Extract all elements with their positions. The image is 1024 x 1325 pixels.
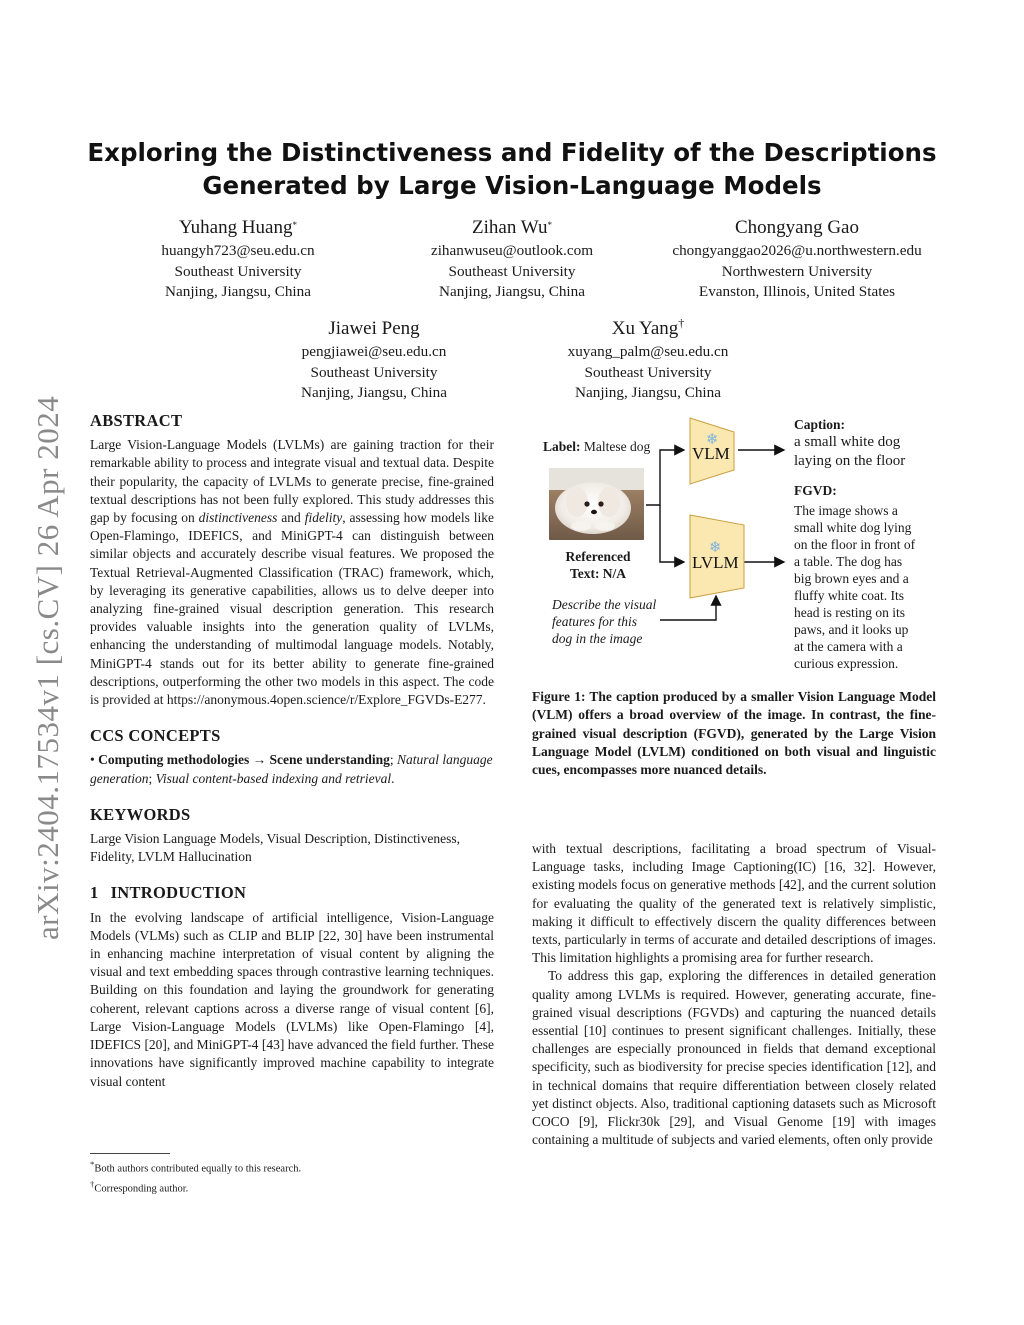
fgvd-line: head is resting on its bbox=[794, 605, 905, 620]
ccs-concept: Visual content-based indexing and retrieval bbox=[155, 770, 392, 786]
section-title: INTRODUCTION bbox=[110, 883, 247, 903]
vlm-label: VLM bbox=[692, 444, 730, 463]
intro-paragraph-continued: with textual descriptions, facilitating a broad spectrum of Visual-Language tasks, including Image Captioning(IC) [16, 32]. However, existing models focus on generative methods [42], and the current solution for evaluating the quality of the generated text is relatively simplistic, making it difficult to effectively discern the quality differences between texts, particularly in terms of accurate and detailed descriptions of images. This limitation highlights a promising area for further research. bbox=[532, 841, 936, 966]
ccs-separator: ; bbox=[389, 752, 398, 768]
author-affiliation: Southeast University bbox=[584, 363, 712, 381]
label-value: Maltese dog bbox=[580, 439, 651, 454]
abstract-part: Large Vision-Language Models (LVLMs) are gaining traction for their remarkable ability to process and integrate visual and textual data. Despite their popularity, the capacity of LVLMs to generate precise, fine-grained textual descriptions has not been fully explored. This study addresses this gap by focusing on bbox=[90, 437, 494, 526]
author-email: zihanwuseu@outlook.com bbox=[430, 242, 594, 259]
ccs-bullet: • bbox=[90, 752, 99, 768]
author-mark: * bbox=[547, 220, 552, 230]
footnote bbox=[90, 1177, 494, 1197]
fgvd-line: a table. The dog has bbox=[794, 554, 903, 569]
abstract-emphasis: distinctiveness bbox=[198, 510, 278, 526]
fgvd-line: curious expression. bbox=[794, 656, 899, 671]
caption-output-line: laying on the floor bbox=[794, 453, 906, 469]
arxiv-identifier: arXiv:2404.17534v1 [cs.CV] 26 Apr 2024 bbox=[30, 395, 65, 940]
author-affiliation: Southeast University bbox=[310, 363, 438, 381]
caption-output-heading: Caption: bbox=[794, 417, 846, 432]
title-line-2: Generated by Large Vision-Language Models bbox=[202, 171, 822, 200]
ccs-end: . bbox=[391, 770, 395, 786]
ccs-heading: CCS CONCEPTS bbox=[90, 726, 221, 746]
ccs-concept: Computing methodologies bbox=[98, 752, 250, 768]
intro-paragraph: To address this gap, exploring the differences in detailed generation quality among LVLMs is required. However, generating accurate, fine-grained visual descriptions (FGVDs) and capturing the nuanced details essential [10] continues to present significant challenges. Initially, these challenges are especially pronounced in fields that demand exceptional specificity, such as biodiversity for precise species identification [12], and in technical domains that require differentiation between closely related yet distinct objects. Also, traditional captioning datasets such as Microsoft COCO [9], Flickr30k [29], and Visual Genome [19] with images containing a multitude of subjects and varied elements, often only provide bbox=[532, 968, 936, 1148]
author-email: chongyanggao2026@u.northwestern.edu bbox=[672, 242, 922, 259]
abstract-part: , assessing how models like Open-Flamingo, IDEFICS, and MiniGPT-4 can distinguish between similar objects and accurately describe visual features. We proposed the Textual Retrieval-Augmented Classification (TRAC) framework, which, by leveraging its generative capabilities, allows us to delve deeper into analyzing fine-grained visual description generation. This research provides valuable insights into the generation quality of LVLMs, enhancing the understanding of multimodal language models. Notably, MiniGPT-4 stands out for its better ability to generate fine-grained descriptions, outperforming the other two models in this aspect. The code is provided at https://anonymous.4open.science/r/Explore_FGVDs-E277. bbox=[90, 510, 494, 708]
prompt-text bbox=[552, 596, 672, 647]
prompt-line: features for this bbox=[552, 614, 638, 629]
footnotes bbox=[90, 1157, 494, 1196]
caption-output-line: a small white dog bbox=[794, 434, 901, 450]
footnote-mark: † bbox=[90, 1178, 95, 1189]
author-name: Chongyang Gao bbox=[734, 217, 859, 238]
figure-caption: Figure 1: The caption produced by a smaller Vision Language Model (VLM) offers a broad overview of the image. In contrast, the fine-grained visual description (FGVD), generated by the Large Vision Language Model (LVLM) conditioned on both visual and linguistic cues, encompasses more nuanced details. bbox=[532, 689, 936, 778]
title-line-1: Exploring the Distinctiveness and Fidelity of the Descriptions bbox=[87, 138, 937, 167]
author-name: Xu Yang bbox=[611, 318, 679, 339]
fgvd-output bbox=[794, 482, 944, 672]
author-affiliation: Southeast University bbox=[448, 262, 576, 280]
footnote-mark: * bbox=[90, 1159, 95, 1169]
fgvd-output-heading: FGVD: bbox=[794, 483, 837, 498]
abstract-emphasis: fidelity bbox=[304, 510, 343, 526]
ccs-concept: Scene understanding bbox=[269, 752, 390, 768]
author-location: Evanston, Illinois, United States bbox=[698, 283, 896, 300]
fgvd-line: The image shows a bbox=[794, 503, 898, 518]
author-affiliation: Southeast University bbox=[174, 262, 302, 280]
author-location: Nanjing, Jiangsu, China bbox=[575, 384, 721, 401]
author-affiliation: Northwestern University bbox=[721, 262, 873, 280]
author-email: xuyang_palm@seu.edu.cn bbox=[567, 343, 729, 360]
fgvd-line: big brown eyes and a bbox=[794, 571, 909, 586]
author-mark: * bbox=[292, 220, 297, 230]
author-email: pengjiawei@seu.edu.cn bbox=[301, 343, 447, 360]
abstract-heading: ABSTRACT bbox=[90, 411, 183, 430]
author-location: Nanjing, Jiangsu, China bbox=[439, 283, 585, 300]
arrow-image-to-lvlm bbox=[660, 505, 684, 562]
referenced-text-line: Referenced bbox=[565, 549, 631, 564]
author-mark: † bbox=[678, 316, 685, 330]
label-text bbox=[543, 438, 650, 455]
fgvd-line: fluffy white coat. Its bbox=[794, 588, 904, 603]
author-name: Zihan Wu bbox=[472, 217, 548, 238]
footnote-text: Both authors contributed equally to this research. bbox=[94, 1163, 302, 1175]
frozen-icon: ❄ bbox=[706, 430, 719, 448]
ccs-arrow: → bbox=[249, 752, 270, 768]
dog-image bbox=[549, 468, 644, 540]
prompt-line: Describe the visual bbox=[552, 597, 657, 612]
intro-paragraph: In the evolving landscape of artificial intelligence, Vision-Language Models (VLMs) such as CLIP and BLIP [22, 30] have been instrumental in enhancing machine interpretation of visual content by aligning the visual and text embedding spaces through contrastive learning techniques. Building on this foundation and laying the groundwork for generating coherent, relevant captions across a diverse range of visual content [6], Large Vision-Language Models (LVLMs) like Open-Flamingo [4], IDEFICS [20], and MiniGPT-4 [43] have advanced the field further. These innovations have significantly improved machine capability to integrate visual content bbox=[90, 909, 494, 1089]
keywords-text: Large Vision Language Models, Visual Description, Distinctiveness, Fidelity, LVLM Hallucination bbox=[90, 831, 460, 865]
ccs-text bbox=[90, 751, 494, 787]
caption-output bbox=[794, 416, 944, 471]
frozen-icon: ❄ bbox=[709, 538, 722, 556]
fgvd-line: small white dog lying bbox=[794, 520, 912, 535]
footnote bbox=[90, 1157, 494, 1177]
fgvd-line: at the camera with a bbox=[794, 639, 903, 654]
keywords-heading: KEYWORDS bbox=[90, 804, 191, 824]
author-name: Jiawei Peng bbox=[328, 318, 420, 339]
author-email: huangyh723@seu.edu.cn bbox=[161, 242, 315, 259]
section-number: 1 bbox=[90, 883, 99, 903]
ccs-separator: ; bbox=[148, 770, 156, 786]
abstract-part: and bbox=[277, 510, 305, 526]
arrow-image-to-vlm bbox=[646, 450, 684, 505]
right-column bbox=[532, 840, 936, 1149]
author-location: Nanjing, Jiangsu, China bbox=[301, 384, 447, 401]
fgvd-line: paws, and it looks up bbox=[794, 622, 909, 637]
label-bold: Label: bbox=[543, 439, 581, 454]
footnote-rule bbox=[90, 1153, 170, 1154]
footnote-text: Corresponding author. bbox=[94, 1183, 189, 1194]
fgvd-line: on the floor in front of bbox=[794, 537, 916, 552]
intro-heading bbox=[90, 884, 494, 902]
author-location: Nanjing, Jiangsu, China bbox=[165, 283, 311, 300]
author-name: Yuhang Huang bbox=[179, 217, 293, 238]
lvlm-label: LVLM bbox=[692, 553, 739, 572]
prompt-line: dog in the image bbox=[552, 631, 643, 646]
ccs-concept: Natural language generation bbox=[90, 752, 493, 786]
referenced-text-line: Text: N/A bbox=[569, 566, 627, 581]
referenced-text bbox=[548, 548, 648, 582]
